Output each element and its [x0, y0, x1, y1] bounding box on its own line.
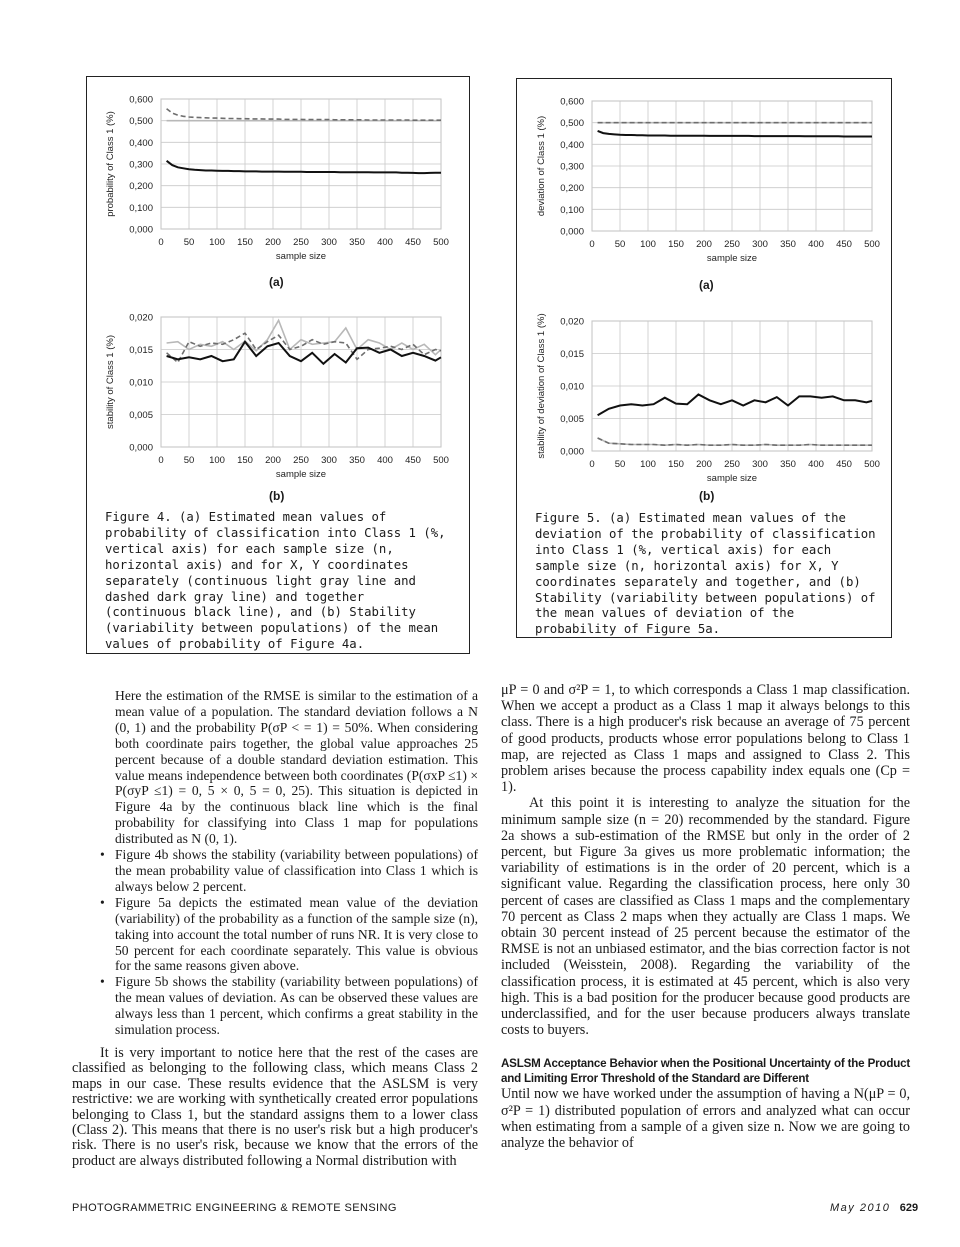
y-tick-label: 0,005 — [560, 414, 584, 425]
x-tick-label: 450 — [836, 239, 852, 250]
x-tick-label: 100 — [640, 459, 656, 470]
x-tick-label: 350 — [780, 239, 796, 250]
y-tick-label: 0,000 — [560, 226, 584, 238]
x-tick-label: 300 — [752, 459, 768, 470]
x-tick-label: 150 — [668, 459, 684, 470]
footer-date: May 2010 — [830, 1202, 891, 1214]
series-line-black — [598, 131, 872, 137]
x-tick-label: 300 — [321, 237, 337, 248]
y-axis-label: probability of Class 1 (%) — [105, 111, 116, 217]
x-tick-label: 100 — [209, 455, 225, 466]
figure-4-caption: Figure 4. (a) Estimated mean values of probability of classification into Class 1 (%, vertical axis) for each sample size (n, horizontal axis) and for X, Y coordinates separately (continuous light gray line and dashed dark gray line) and together (continuous black line), and (b) Stability (variability between populations) of the mean values of probability of Figure 4a. — [105, 510, 446, 652]
chart-5a — [517, 79, 891, 294]
x-tick-label: 250 — [293, 455, 309, 466]
series-line-black — [598, 395, 872, 416]
x-tick-label: 50 — [614, 239, 626, 250]
y-tick-label: 0,100 — [129, 202, 153, 214]
right-para-3: Until now we have worked under the assumption of having a N(μP = 0, σ²P = 1) distributed population of errors and analyzed what can occur when estimating from a sample of a given size n. Now we are going to analyze the behavior of — [501, 1086, 910, 1152]
x-tick-label: 0 — [589, 239, 595, 250]
x-tick-label: 250 — [724, 459, 740, 470]
y-tick-label: 0,600 — [129, 94, 153, 106]
x-tick-label: 350 — [349, 237, 365, 248]
x-axis-label: sample size — [275, 469, 327, 480]
x-tick-label: 0 — [158, 455, 164, 466]
x-tick-label: 150 — [237, 237, 253, 248]
x-tick-label: 200 — [696, 239, 712, 250]
right-para-2: At this point it is interesting to analyze the situation for the minimum sample size (n = 20) recommended by the standard. Figure 2a shows a sub-estimation of the RMSE but only in the order of 2 percent, but Figure 3a gives us more problematic information; the variability of estimations is in the order of 20 percent, which is a significant value. Regarding the classification process, here only 30 percent of cases are classified as Class 1 maps and the complementary 70 percent as Class 2 maps when they actually are Class 1 maps. We obtain 30 percent instead of 25 percent because the estimator of the RMSE is not an unbiased estimator, and the bias correction factor is not included (Weisstein, 2008). Regarding the variability of the classification process, it is estimated at 45 percent, which is also very high. This is a bad position for the producer because good products are underclassified, and for the user because producers always translate costs to buyers. — [501, 795, 910, 1039]
x-tick-label: 100 — [209, 237, 225, 248]
figure-4 — [86, 76, 470, 654]
y-tick-label: 0,015 — [560, 349, 584, 360]
y-tick-label: 0,010 — [129, 377, 153, 389]
y-tick-label: 0,100 — [560, 204, 584, 216]
y-tick-label: 0,005 — [129, 410, 153, 421]
y-tick-label: 0,020 — [560, 316, 584, 328]
figure-4b-label: (b) — [269, 489, 285, 503]
footer-journal: PHOTOGRAMMETRIC ENGINEERING & REMOTE SENSING — [72, 1202, 397, 1214]
x-tick-label: 300 — [321, 455, 337, 466]
y-tick-label: 0,000 — [560, 446, 584, 458]
series-line-black — [167, 161, 441, 173]
x-tick-label: 0 — [589, 459, 595, 470]
figure-5b-label: (b) — [699, 489, 715, 503]
bullet-item: • Figure 5a depicts the estimated mean value of the deviation (variability) of the probability as a function of the sample size (n), taking into account the total number of runs NR. It is very close to 50 percent for each coordinate separately. This value is obvious for the same reasons given above. — [98, 895, 478, 975]
y-tick-label: 0,200 — [129, 181, 153, 193]
x-tick-label: 250 — [724, 239, 740, 250]
bullet-item: • Figure 4b shows the stability (variability between populations) of the mean probability value of classification into Class 1 which is always below 2 percent. — [98, 847, 478, 895]
x-tick-label: 500 — [433, 455, 449, 466]
y-axis-label: deviation of Class 1 (%) — [536, 115, 547, 217]
x-tick-label: 250 — [293, 237, 309, 248]
y-tick-label: 0,010 — [560, 381, 584, 393]
x-axis-label: sample size — [706, 473, 758, 484]
figure-4a-label: (a) — [269, 275, 284, 289]
x-tick-label: 500 — [864, 459, 880, 470]
y-tick-label: 0,300 — [560, 161, 584, 173]
x-tick-label: 50 — [183, 455, 195, 466]
chart-5b — [517, 299, 891, 514]
y-tick-label: 0,400 — [560, 139, 584, 151]
x-tick-label: 400 — [377, 237, 393, 248]
bullet-item: • Figure 5b shows the stability (variability between populations) of the mean values of deviation. As can be observed these values are always less than 1 percent, which confirms a great stability in the simulation process. — [98, 974, 478, 1038]
x-tick-label: 200 — [265, 237, 281, 248]
right-column — [501, 682, 910, 1151]
x-tick-label: 500 — [433, 237, 449, 248]
x-tick-label: 350 — [780, 459, 796, 470]
x-tick-label: 400 — [377, 455, 393, 466]
x-tick-label: 150 — [237, 455, 253, 466]
section-heading: ASLSM Acceptance Behavior when the Positional Uncertainty of the Product and Limiting Error Threshold of the Standard are Different — [501, 1057, 910, 1086]
x-tick-label: 450 — [405, 237, 421, 248]
bullet-list — [72, 847, 478, 1038]
figure-5 — [516, 78, 892, 638]
y-tick-label: 0,400 — [129, 137, 153, 149]
y-tick-label: 0,015 — [129, 345, 153, 356]
x-tick-label: 50 — [183, 237, 195, 248]
figure-5-caption: Figure 5. (a) Estimated mean values of the deviation of the probability of classification into Class 1 (%, vertical axis) for each sample size (n, horizontal axis) for X, Y coordinates separately and together, and (b) Stability (variability between populations) of the mean values of deviation of the probability of Figure 5a. — [535, 511, 876, 637]
y-tick-label: 0,200 — [560, 183, 584, 195]
y-tick-label: 0,300 — [129, 159, 153, 171]
footer-page: 629 — [899, 1202, 919, 1214]
y-tick-label: 0,600 — [560, 96, 584, 108]
x-tick-label: 450 — [836, 459, 852, 470]
x-tick-label: 50 — [614, 459, 626, 470]
x-tick-label: 300 — [752, 239, 768, 250]
left-column — [72, 688, 478, 1169]
x-tick-label: 150 — [668, 239, 684, 250]
left-para-2: It is very important to notice here that the rest of the cases are classified as belonging to the following class, which means Class 2 maps in our case. These results evidence that the ASLSM is very restrictive: we are working with synthetically created error populations belonging to Class 1, but the standard assigns them to a lower class (Class 2). This means that there is no user's risk but a high producer's risk. There is no user's risk, because we know that the errors of the product are always distributed following a Normal distribution with — [72, 1044, 478, 1169]
y-tick-label: 0,000 — [129, 224, 153, 236]
left-para-1: Here the estimation of the RMSE is similar to the estimation of a mean value of a population. The standard deviation follows a N (0, 1) and the probability P(σP < = 1) = 50%. When considering both coordinate pairs together, the global value approaches 25 percent because of a double standard deviation estimation. This value means independence between both coordinates (P(σxP ≤1) × P(σyP ≤1) = 0, 5 × 0, 5 = 0, 25). This situation is depicted in Figure 4a by the continuous black line which is the final probability for classifying into Class 1 map for populations distributed as N (0, 1). — [115, 688, 478, 847]
x-tick-label: 400 — [808, 459, 824, 470]
y-tick-label: 0,500 — [129, 116, 153, 128]
x-tick-label: 0 — [158, 237, 164, 248]
right-para-1: μP = 0 and σ²P = 1, to which corresponds a Class 1 map classification. When we accept a product as a Class 1 map it always belongs to this class. There is a high producer's risk because an average of 75 percent of good products, products whose error populations belong to Class 1 map, are rejected as Class 1 maps and assigned to Class 2. This problem arises because the process capability index equals one (Cp = 1). — [501, 682, 910, 796]
y-axis-label: stability of deviation of Class 1 (%) — [536, 313, 547, 459]
x-axis-label: sample size — [275, 251, 327, 262]
footer-right — [830, 1202, 918, 1214]
y-tick-label: 0,000 — [129, 442, 153, 454]
series-line-dashed — [598, 438, 872, 445]
chart-4b — [87, 295, 469, 510]
x-tick-label: 350 — [349, 455, 365, 466]
x-tick-label: 500 — [864, 239, 880, 250]
y-axis-label: stability of Class 1 (%) — [105, 335, 116, 429]
figure-5a-label: (a) — [699, 278, 714, 292]
y-tick-label: 0,500 — [560, 118, 584, 130]
series-line-dashed — [167, 109, 441, 121]
x-tick-label: 200 — [265, 455, 281, 466]
x-tick-label: 450 — [405, 455, 421, 466]
x-tick-label: 200 — [696, 459, 712, 470]
x-axis-label: sample size — [706, 253, 758, 264]
x-tick-label: 100 — [640, 239, 656, 250]
x-tick-label: 400 — [808, 239, 824, 250]
chart-4a — [87, 77, 469, 292]
y-tick-label: 0,020 — [129, 312, 153, 324]
